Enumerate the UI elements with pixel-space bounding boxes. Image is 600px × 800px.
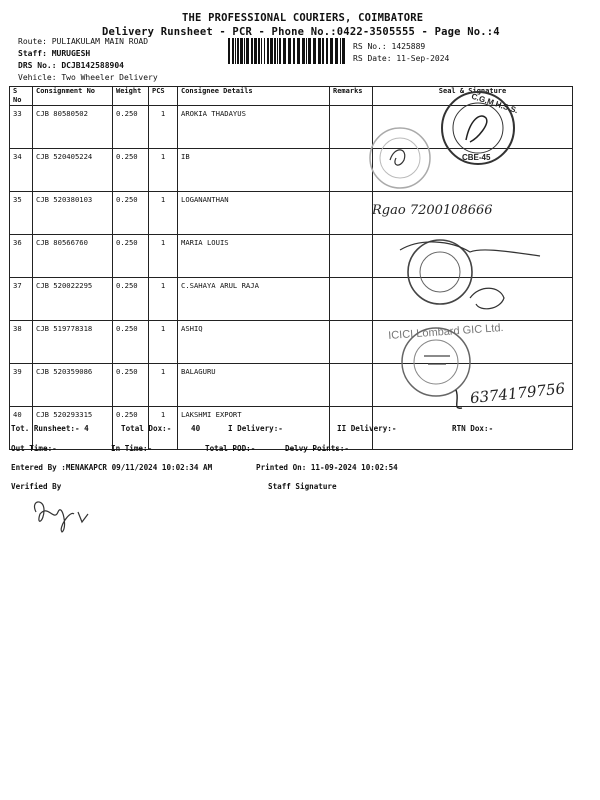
rs-date: RS Date: 11-Sep-2024 <box>353 54 450 63</box>
cell-pcs: 1 <box>149 149 178 192</box>
cell-sno: 34 <box>10 149 33 192</box>
rtn-dox: RTN Dox:- <box>452 424 494 433</box>
cell-remarks <box>330 106 373 149</box>
cell-weight: 0.250 <box>113 407 149 450</box>
cell-consignee: ASHIQ <box>178 321 330 364</box>
table-row <box>10 192 573 235</box>
delvy-points: Delvy Points:- <box>285 444 350 453</box>
cell-pcs: 1 <box>149 192 178 235</box>
cell-seal <box>373 364 573 407</box>
company-title: THE PROFESSIONAL COURIERS, COIMBATORE <box>182 12 424 24</box>
total-dox-value: 40 <box>191 424 201 433</box>
cell-sno: 37 <box>10 278 33 321</box>
cell-consignee: C.SAHAYA ARUL RAJA <box>178 278 330 321</box>
staff-signature: Staff Signature <box>268 482 337 491</box>
total-dox-label: Total Dox:- <box>121 424 172 433</box>
route-label: Route: PULIAKULAM MAIN ROAD <box>18 37 149 46</box>
cell-sno: 35 <box>10 192 33 235</box>
in-time: In Time:- <box>111 444 153 453</box>
total-pod: Total POD:- <box>205 444 256 453</box>
cell-weight: 0.250 <box>113 278 149 321</box>
cell-sno: 39 <box>10 364 33 407</box>
cell-consignment: CJB 519778318 <box>33 321 113 364</box>
col-remarks: Remarks <box>330 87 373 106</box>
col-consignment: Consignment No <box>33 87 113 106</box>
svg-text:CBE-45: CBE-45 <box>462 153 491 162</box>
table-row <box>10 321 573 364</box>
cell-consignee: LAKSHMI EXPORT <box>178 407 330 450</box>
verifier-signature-icon <box>35 502 88 532</box>
cell-consignment: CJB 520359086 <box>33 364 113 407</box>
cell-consignee: AROKIA THADAYUS <box>178 106 330 149</box>
cell-consignee: MARIA LOUIS <box>178 235 330 278</box>
cell-weight: 0.250 <box>113 235 149 278</box>
cell-consignment: CJB 80566760 <box>33 235 113 278</box>
col-weight: Weight <box>113 87 149 106</box>
cell-remarks <box>330 149 373 192</box>
cell-weight: 0.250 <box>113 149 149 192</box>
cell-consignment: CJB 520022295 <box>33 278 113 321</box>
col-consignee: Consignee Details <box>178 87 330 106</box>
col-pcs: PCS <box>149 87 178 106</box>
entered-by: Entered By :MENAKAPCR 09/11/2024 10:02:34 AM <box>11 463 213 472</box>
table-header-row <box>10 87 573 106</box>
cell-consignment: CJB 520380103 <box>33 192 113 235</box>
runsheet-table <box>9 86 573 450</box>
staff-label: Staff: MURUGESH <box>18 49 91 58</box>
cell-seal <box>373 149 573 192</box>
cell-pcs: 1 <box>149 407 178 450</box>
col-seal: Seal & Signature <box>373 87 573 106</box>
cell-pcs: 1 <box>149 364 178 407</box>
cell-consignee: BALAGURU <box>178 364 330 407</box>
cell-seal <box>373 192 573 235</box>
cell-remarks <box>330 235 373 278</box>
cell-pcs: 1 <box>149 278 178 321</box>
cell-consignee: LOGANANTHAN <box>178 192 330 235</box>
cell-pcs: 1 <box>149 235 178 278</box>
cell-seal <box>373 278 573 321</box>
cell-pcs: 1 <box>149 106 178 149</box>
ii-delivery: II Delivery:- <box>337 424 397 433</box>
svg-text:C.G.M.H.S.S.: C.G.M.H.S.S. <box>470 91 520 116</box>
drs-number: DRS No.: DCJB142588904 <box>18 61 124 70</box>
runsheet-subtitle: Delivery Runsheet - PCR - Phone No.:0422-3505555 - Page No.:4 <box>102 26 500 38</box>
printed-on: Printed On: 11-09-2024 10:02:54 <box>256 463 398 472</box>
table-row <box>10 235 573 278</box>
table-row <box>10 106 573 149</box>
svg-text:6374179756: 6374179756 <box>469 379 566 408</box>
i-delivery: I Delivery:- <box>228 424 283 433</box>
cell-remarks <box>330 364 373 407</box>
cell-pcs: 1 <box>149 321 178 364</box>
cell-sno: 38 <box>10 321 33 364</box>
verified-by: Verified By <box>11 482 62 491</box>
cell-seal <box>373 321 573 364</box>
cell-sno: 40 <box>10 407 33 450</box>
rs-number: RS No.: 1425889 <box>353 42 426 51</box>
tot-runsheet: Tot. Runsheet:- 4 <box>11 424 89 433</box>
cell-consignment: CJB 80580502 <box>33 106 113 149</box>
cell-weight: 0.250 <box>113 106 149 149</box>
svg-text:Rgao 7200108666: Rgao 7200108666 <box>372 203 493 218</box>
cell-remarks <box>330 278 373 321</box>
cell-weight: 0.250 <box>113 364 149 407</box>
barcode-icon <box>228 38 346 64</box>
cell-remarks <box>330 321 373 364</box>
cell-sno: 33 <box>10 106 33 149</box>
table-row <box>10 278 573 321</box>
out-time: Out Time:- <box>11 444 57 453</box>
cell-seal <box>373 106 573 149</box>
cell-remarks <box>330 192 373 235</box>
cell-consignment: CJB 520293315 <box>33 407 113 450</box>
cell-weight: 0.250 <box>113 192 149 235</box>
col-sno: S No <box>10 87 33 106</box>
vehicle-label: Vehicle: Two Wheeler Delivery <box>18 73 158 82</box>
cell-consignment: CJB 520405224 <box>33 149 113 192</box>
cell-consignee: IB <box>178 149 330 192</box>
table-row <box>10 364 573 407</box>
cell-weight: 0.250 <box>113 321 149 364</box>
svg-text:ICICI Lombard GIC Ltd.: ICICI Lombard GIC Ltd. <box>387 321 504 343</box>
cell-seal <box>373 235 573 278</box>
table-row <box>10 149 573 192</box>
cell-sno: 36 <box>10 235 33 278</box>
